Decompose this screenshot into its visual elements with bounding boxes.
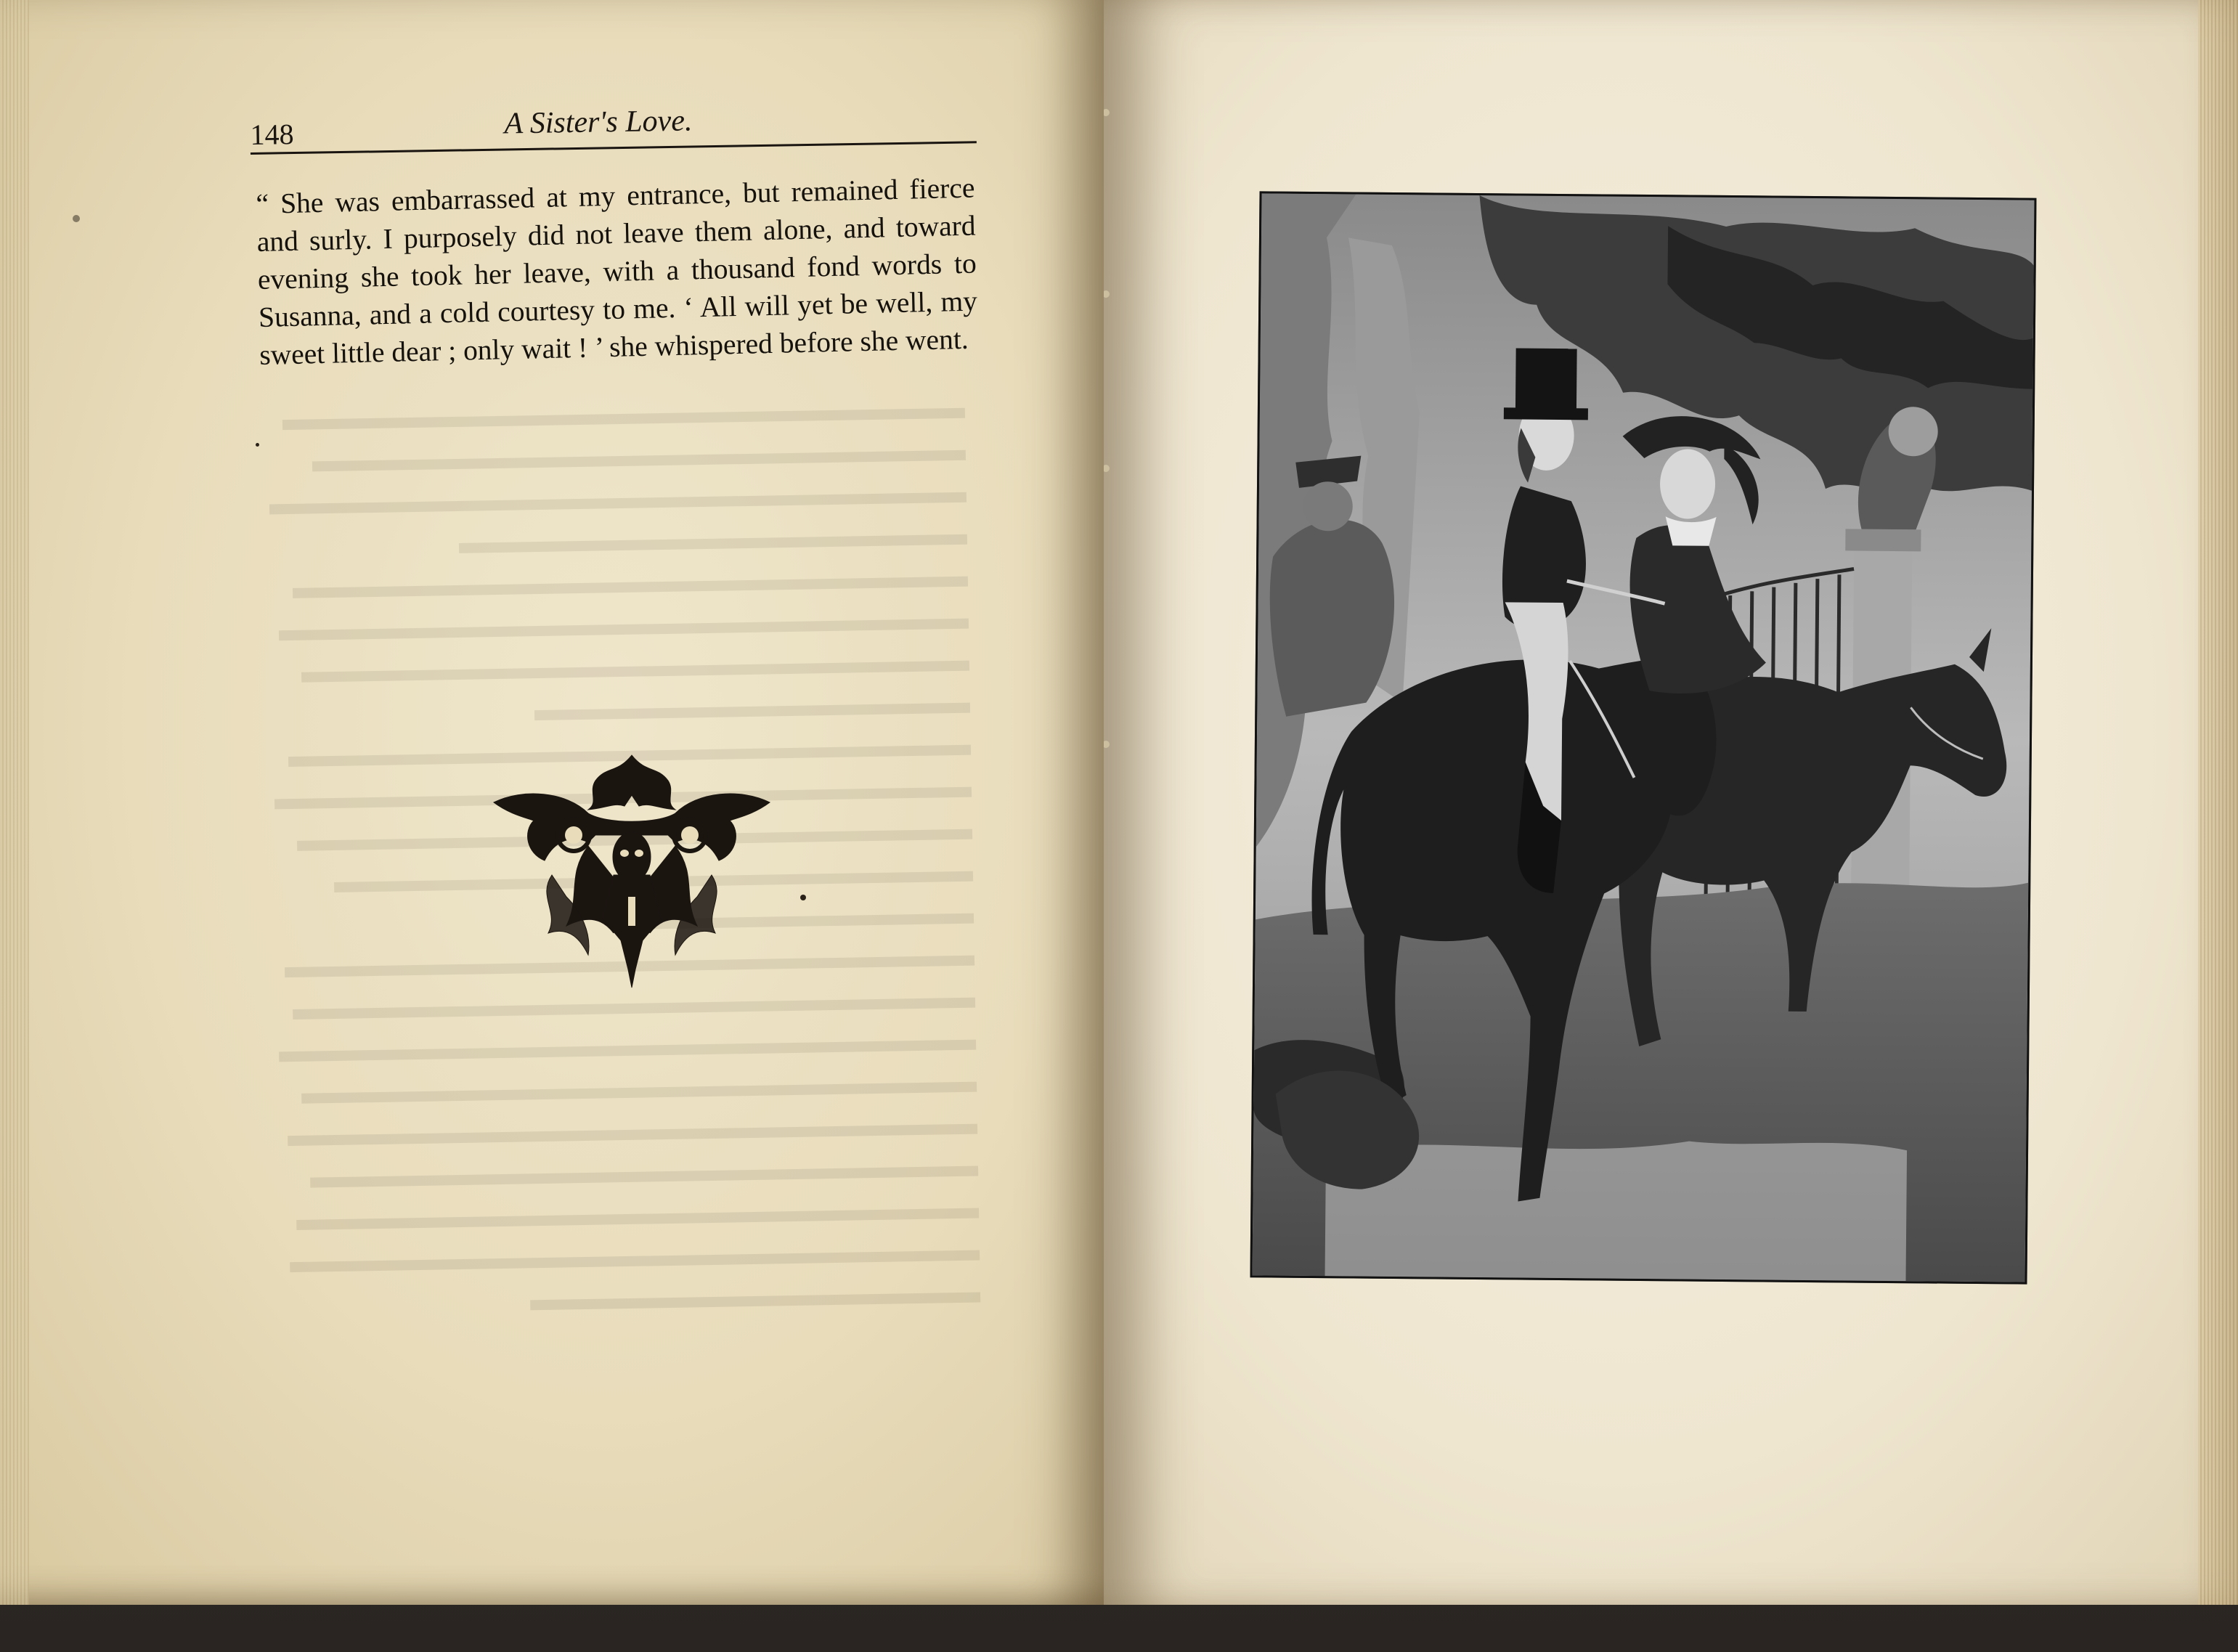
ink-speck: [800, 895, 806, 900]
page-number: 148: [250, 118, 294, 152]
ink-speck: [73, 215, 80, 222]
page-edges-left: [0, 0, 29, 1605]
riders-engraving: [1253, 193, 2035, 1282]
left-page: [0, 0, 1104, 1605]
running-head: [250, 97, 977, 155]
running-title: A Sister's Love.: [504, 104, 693, 141]
ink-speck: [256, 443, 259, 447]
illustration-plate: [1250, 191, 2036, 1284]
paragraph: “ She was embarrassed at my entrance, but remained fierce and surly. I purposely did not leave them alone, and toward evening she took her leave, with a thousand fond words to Susanna, and a cold courtesy to me. ‘ All will yet be well, my sweet little dear ; only wait ! ’ she whispered before she went.: [256, 171, 978, 371]
body-text: [256, 169, 979, 374]
page-edges-right: [2198, 0, 2238, 1605]
tailpiece-ornament: [479, 752, 784, 991]
